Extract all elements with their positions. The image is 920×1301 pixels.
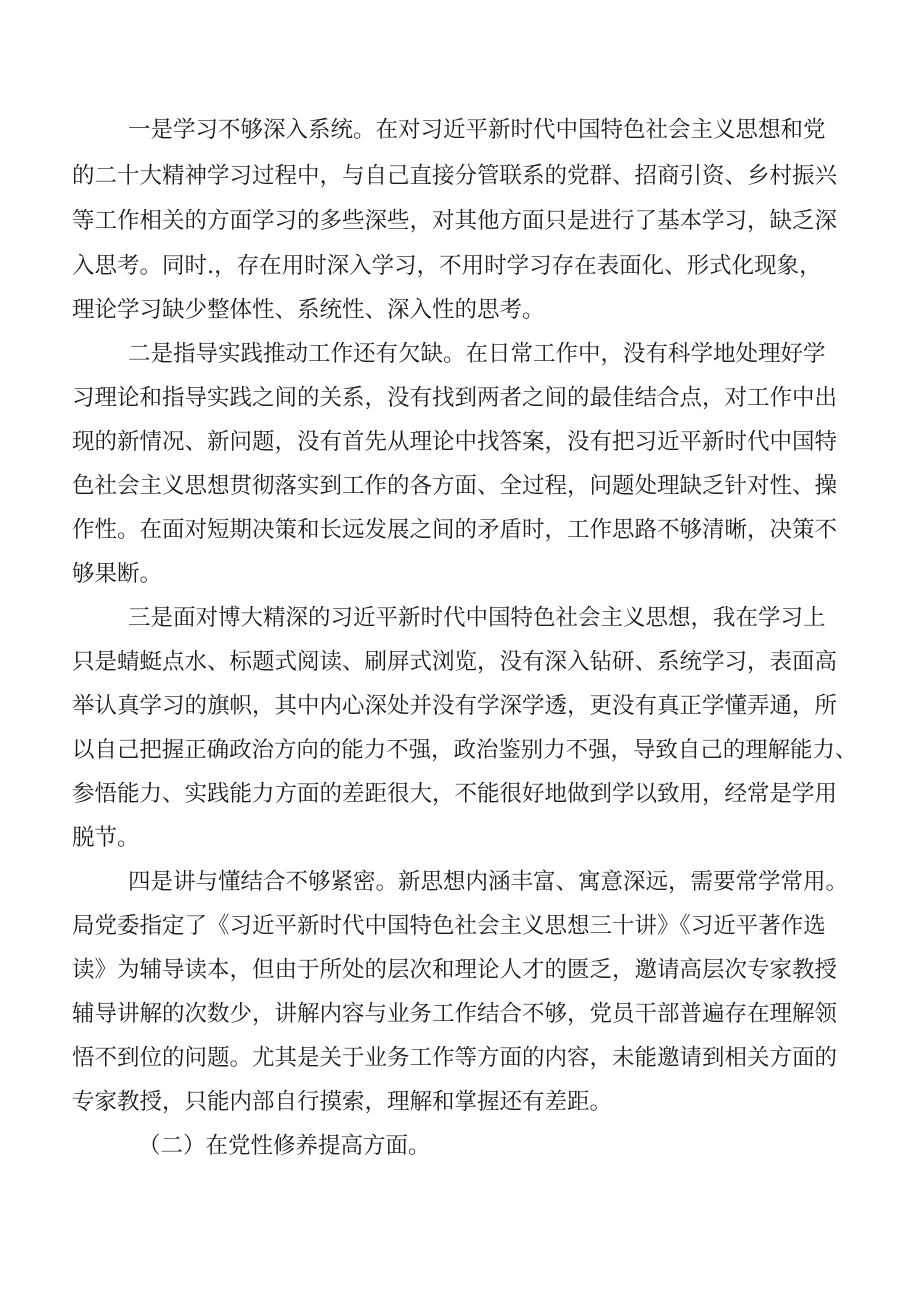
text-line: 局党委指定了《习近平新时代中国特色社会主义思想三十讲》《习近平著作选 [72,913,826,939]
text-line: 悟不到位的问题。尤其是关于业务工作等方面的内容，未能邀请到相关方面的 [72,1045,838,1071]
text-line: 专家教授，只能内部自行摸索，理解和掌握还有差距。 [72,1089,613,1115]
text-line: 四是讲与懂结合不够紧密。新思想内涵丰富、寓意深远，需要常学常用。 [128,869,849,895]
section-heading: （二）在党性修养提高方面。 [138,1133,431,1159]
text-line: 习理论和指导实践之间的关系，没有找到两者之间的最佳结合点，对工作中出 [72,385,838,411]
text-line: 入思考。同时.，存在用时深入学习，不用时学习存在表面化、形式化现象， [72,253,822,279]
text-line: 读》为辅导读本，但由于所处的层次和理论人才的匮乏，邀请高层次专家教授 [72,957,838,983]
text-line: 现的新情况、新问题，没有首先从理论中找答案，没有把习近平新时代中国特 [72,429,838,455]
text-line: 色社会主义思想贯彻落实到工作的各方面、全过程，问题处理缺乏针对性、操 [72,473,838,499]
text-line: 作性。在面对短期决策和长远发展之间的矛盾时，工作思路不够清晰，决策不 [72,517,838,543]
text-line: 一是学习不够深入系统。在对习近平新时代中国特色社会主义思想和党 [128,117,826,143]
text-line: 辅导讲解的次数少，讲解内容与业务工作结合不够，党员干部普遍存在理解领 [72,1001,838,1027]
text-line: 理论学习缺少整体性、系统性、深入性的思考。 [72,297,545,323]
text-line: 参悟能力、实践能力方面的差距很大，不能很好地做到学以致用，经常是学用 [72,781,838,807]
text-line: 够果断。 [72,561,163,587]
text-line: 脱节。 [72,825,140,851]
text-line: 只是蜻蜓点水、标题式阅读、刷屏式浏览，没有深入钻研、系统学习，表面高 [72,649,838,675]
text-line: 的二十大精神学习过程中，与自己直接分管联系的党群、招商引资、乡村振兴 [72,163,838,189]
text-line: 等工作相关的方面学习的多些深些，对其他方面只是进行了基本学习，缺乏深 [72,208,838,234]
text-line: 以自己把握正确政治方向的能力不强，政治鉴别力不强，导致自己的理解能力、 [72,737,858,763]
text-line: 二是指导实践推动工作还有欠缺。在日常工作中，没有科学地处理好学 [128,341,826,367]
text-line: 举认真学习的旗帜，其中内心深处并没有学深学透，更没有真正学懂弄通，所 [72,693,838,719]
text-line: 三是面对博大精深的习近平新时代中国特色社会主义思想，我在学习上 [128,605,826,631]
